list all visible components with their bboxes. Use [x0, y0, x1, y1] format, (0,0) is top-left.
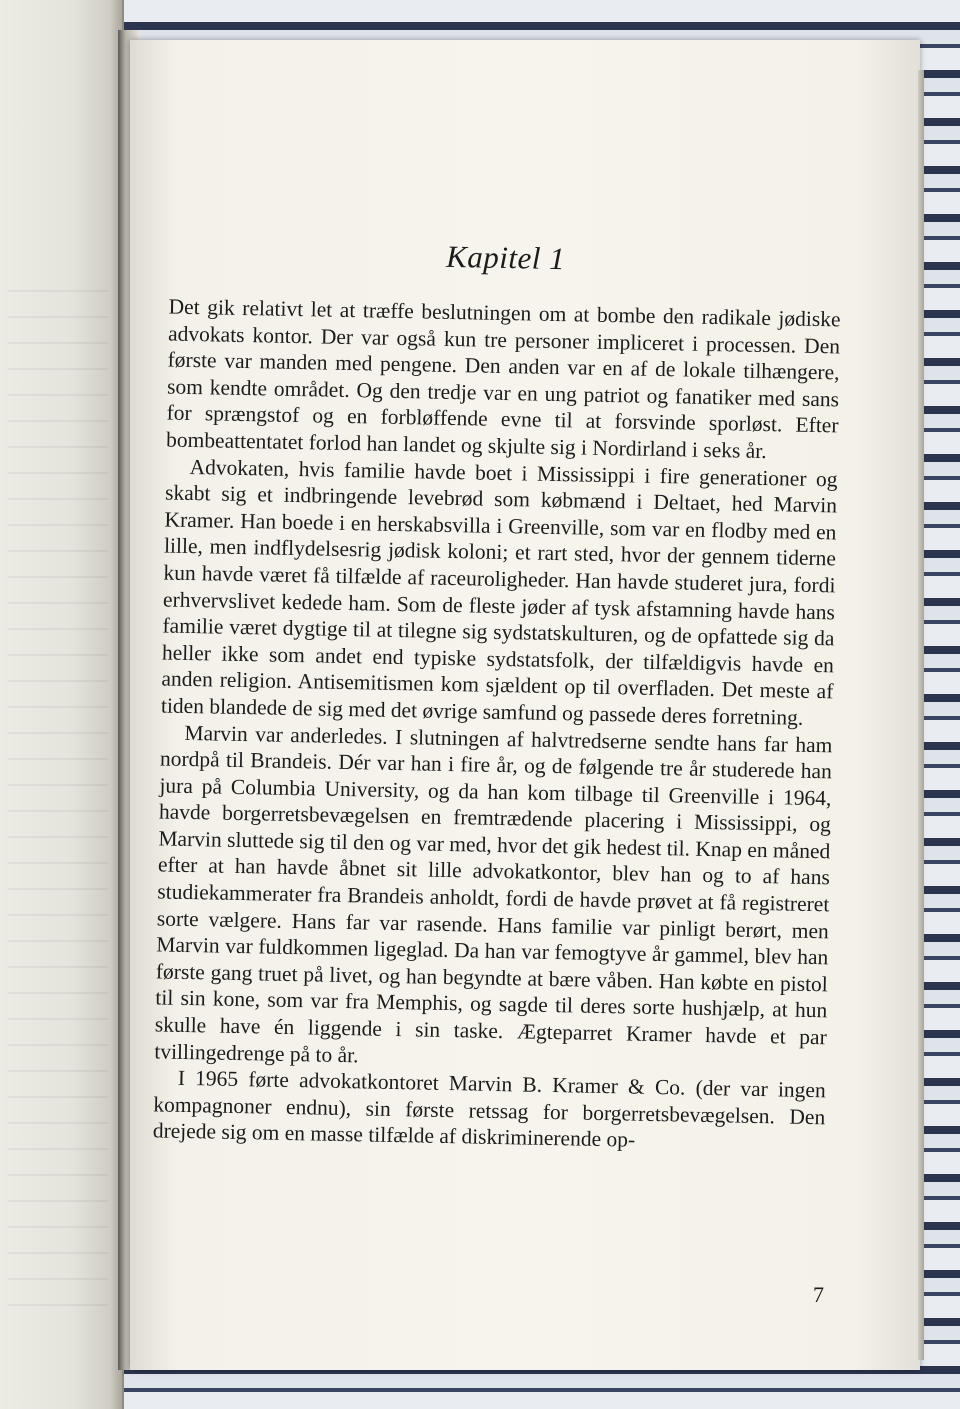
left-page-ghost-line — [8, 420, 108, 422]
left-page-ghost-line — [8, 498, 108, 500]
left-page-ghost-line — [8, 1226, 108, 1228]
page-text-block — [153, 234, 842, 1158]
left-page-ghost-line — [8, 758, 108, 760]
left-page-ghost-line — [8, 290, 108, 292]
left-page-ghost-line — [8, 550, 108, 552]
right-page — [130, 40, 920, 1370]
left-page-ghost-line — [8, 1018, 108, 1020]
left-page-ghost-line — [8, 394, 108, 396]
left-page-ghost-line — [8, 1200, 108, 1202]
left-page-ghost-line — [8, 472, 108, 474]
left-page-ghost-line — [8, 966, 108, 968]
left-page-ghost-line — [8, 602, 108, 604]
left-page-ghost-line — [8, 1122, 108, 1124]
paragraph-4: I 1965 førte advokatkontoret Marvin B. Kramer & Co. (der var ingen kompagnoner endnu), sin første retssag for borgerretsbevægelsen. Den drejede sig om en masse tilfælde af diskriminerende op- — [152, 1066, 826, 1153]
left-page-ghost-line — [8, 1096, 108, 1098]
left-page-ghost-line — [8, 706, 108, 708]
left-page-ghost-line — [8, 1174, 108, 1176]
left-page-ghost-line — [8, 810, 108, 812]
paragraph-3: Marvin var anderledes. I slutningen af halvtredserne sendte hans far ham nordpå til Brandeis. Dér var han i fire år, og de følgende tre år studerede han jura på Columbia University, og da han kom tilbage til Greenville i 1964, havde borgerretsbevægelsen en fremtrædende placering i Mississippi, og Marvin sluttede sig til den og var med, hvor det gik hedest til. Knap en måned efter at han havde åbnet sit lille advokatkontor, blev han og to af hans studiekammerater fra Brandeis anholdt, fordi de havde prøvet at få registreret sorte vælgere. Hans far var rasende. Hans familie var pinligt berørt, men Marvin var fuldkommen ligeglad. Da han var femogtyve år gammel, blev han første gang truet på livet, og han begyndte at bære våben. Han købte en pistol til sin kone, som var fra Memphis, og sagde til deres sorte hushjælp, at hun skulle have én liggende i sin taske. Ægteparret Kramer havde et par tvillingedrenge på to år. — [154, 720, 833, 1067]
left-page-ghost-line — [8, 888, 108, 890]
left-page-ghost-line — [8, 732, 108, 734]
chapter-title: Kapitel 1 — [445, 238, 566, 277]
left-page-ghost-line — [8, 992, 108, 994]
left-page-ghost-line — [8, 1252, 108, 1254]
left-page-ghost-line — [8, 1278, 108, 1280]
page-number: 7 — [813, 1282, 824, 1307]
left-page-ghost-line — [8, 446, 108, 448]
left-page-ghost-line — [8, 1044, 108, 1046]
left-page-ghost-line — [8, 862, 108, 864]
left-page-ghost-line — [8, 940, 108, 942]
left-page-ghost-line — [8, 342, 108, 344]
left-page-ghost-line — [8, 784, 108, 786]
paragraph-1: Det gik relativt let at træffe beslutningen om at bombe den radikale jødiske advokats kontor. Der var også kun tre personer impliceret i processen. Den første var manden med pengene. Den anden var en af de lokale tilhængere, som kendte området. Og den tredje var en ung patriot og fanatiker med sans for sprængstof og en forbløffende evne til at forsvinde sporløst. Efter bombeattentatet forlod han landet og skjulte sig i Nordirland i seks år. — [165, 294, 841, 464]
left-page-ghost-line — [8, 524, 108, 526]
left-facing-page — [0, 0, 124, 1409]
left-page-ghost-line — [8, 316, 108, 318]
paragraph-2: Advokaten, hvis familie havde boet i Mississippi i fire generationer og skabt sig et indbringende levebrød som købmænd i Deltaet, hed Marvin Kramer. Han boede i en herskabsvilla i Greenville, som var en flodby med en lille, men indflydelsesrig jødisk koloni; et rart sted, hvor der gennem tiderne kun havde været få tilfælde af raceuroligheder. Han havde studeret jura, fordi erhvervslivet kedede ham. Som de fleste jøder af tysk afstamning havde hans familie været dygtige til at tilegne sig sydstatskulturen, og de opfattede sig da heller ikke som andet end typiske sydstatsfolk, der tilfældigvis havde en anden religion. Antisemitismen kom sjældent op til overfladen. Det meste af tiden blandede de sig med det øvrige samfund og passede deres forretning. — [160, 454, 838, 730]
left-page-ghost-line — [8, 836, 108, 838]
left-page-ghost-line — [8, 914, 108, 916]
left-page-ghost-line — [8, 576, 108, 578]
page-edge — [918, 70, 924, 1360]
left-page-ghost-line — [8, 628, 108, 630]
left-page-ghost-line — [8, 1148, 108, 1150]
left-page-ghost-line — [8, 368, 108, 370]
left-page-ghost-line — [8, 1304, 108, 1306]
left-page-ghost-line — [8, 654, 108, 656]
left-page-ghost-line — [8, 680, 108, 682]
left-page-ghost-line — [8, 1070, 108, 1072]
